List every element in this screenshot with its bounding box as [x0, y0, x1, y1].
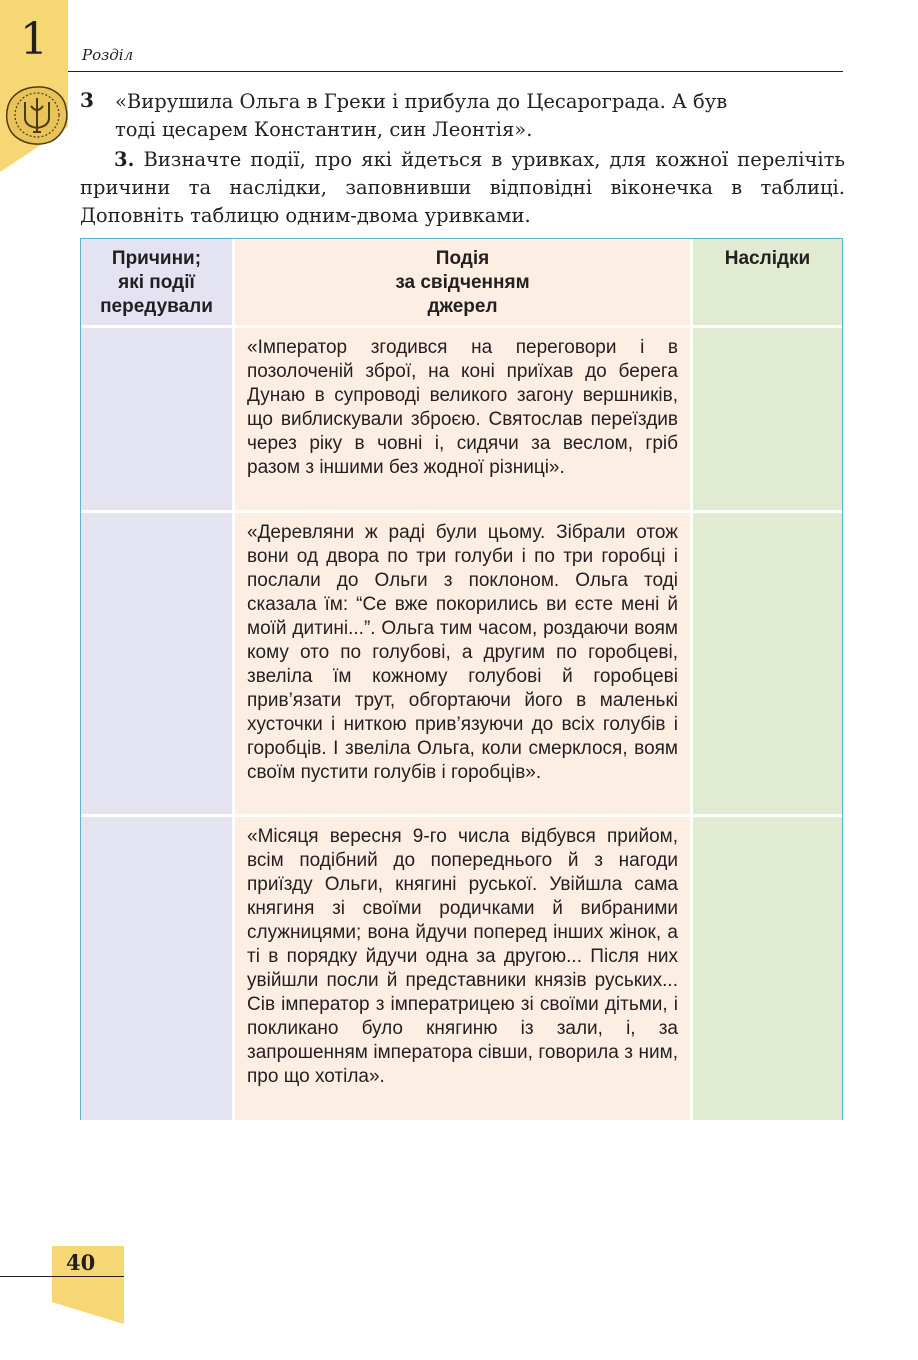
header-event-line: за свідченням — [395, 272, 530, 293]
task-number: 3. — [114, 148, 135, 171]
header-event-line: Подія — [435, 248, 490, 269]
section-label: Розділ — [82, 46, 134, 64]
event-cell: «Імператор згодився на переговори і в позолоченій зброї, на коні приїхав до берега Дунаю в супроводі великого загону вершників, що виблискували зброєю. Святослав переїздив через ріку в човні і, сидячи за веслом, гріб разом з іншими без жодної різниці». — [235, 328, 690, 510]
effect-cell — [693, 513, 842, 814]
header-divider — [68, 71, 843, 72]
events-table — [80, 238, 843, 1120]
header-event-line: джерел — [427, 296, 498, 317]
cause-cell — [81, 328, 232, 510]
footer-divider — [0, 1276, 124, 1277]
cause-cell — [81, 817, 232, 1120]
event-cell: «Деревляни ж раді були цьому. Зібрали отож вони од двора по три голуби і по три горобці і послали до Ольги з поклоном. Ольга тоді сказала їм: “Се вже покорились ви єсте мені й моїй дитині...”. Ольга тим часом, роздаючи воям кому ото по голубові, а другим по горобцеві, звеліла їм кожному голубові й горобцеві прив’язати трут, обгортаючи його в маленькі хусточки і ниткою прив’язуючи до всіх голубів і горобців. І звеліла Ольга, коли смерклося, воям своїм пустити голубів і горобців». — [235, 513, 690, 814]
header-causes-line: Причини; — [111, 248, 202, 269]
source-quote-line: «Вирушила Ольга в Греки і прибула до Цесарограда. А був — [115, 90, 728, 113]
header-effects — [693, 239, 842, 325]
header-causes-line: які події — [118, 272, 195, 293]
effect-cell — [693, 328, 842, 510]
source-quote-line: тоді цесарем Константин, син Леонтія». — [115, 118, 533, 141]
header-effects-line: Наслідки — [724, 248, 811, 269]
page-number: 40 — [66, 1250, 96, 1275]
task-text: Визначте події, про які йдеться в уривках, для кожної перелічіть причини та наслідки, заповнивши відповідні віконечка в таблиці. Доповніть таблицю одним-двома уривками. — [80, 148, 846, 227]
coin-trident-icon — [4, 84, 70, 146]
event-cell: «Місяця вересня 9-го числа відбувся прийом, всім подібний до попереднього й з нагоди приїзду Ольги, княгині руської. Увійшла сама княгиня зі своїми родичками й вибраними служницями; вона йдучи поперед інших жінок, а ті в порядку йдучи одна за другою... Після них увійшли посли й представники князів руських... Сів імператор з імператрицею зі своїми дітьми, і покликано було княгиню із зали, і, за запрошенням імператора сівши, говорила з ним, про що хотіла». — [235, 817, 690, 1120]
source-number: 3 — [80, 88, 94, 112]
effect-cell — [693, 817, 842, 1120]
task-instruction — [80, 146, 845, 230]
source-quote — [115, 88, 845, 144]
header-causes-line: передували — [100, 296, 213, 317]
header-causes — [81, 239, 232, 325]
chapter-number: 1 — [20, 14, 48, 65]
cause-cell — [81, 513, 232, 814]
header-event — [235, 239, 690, 325]
